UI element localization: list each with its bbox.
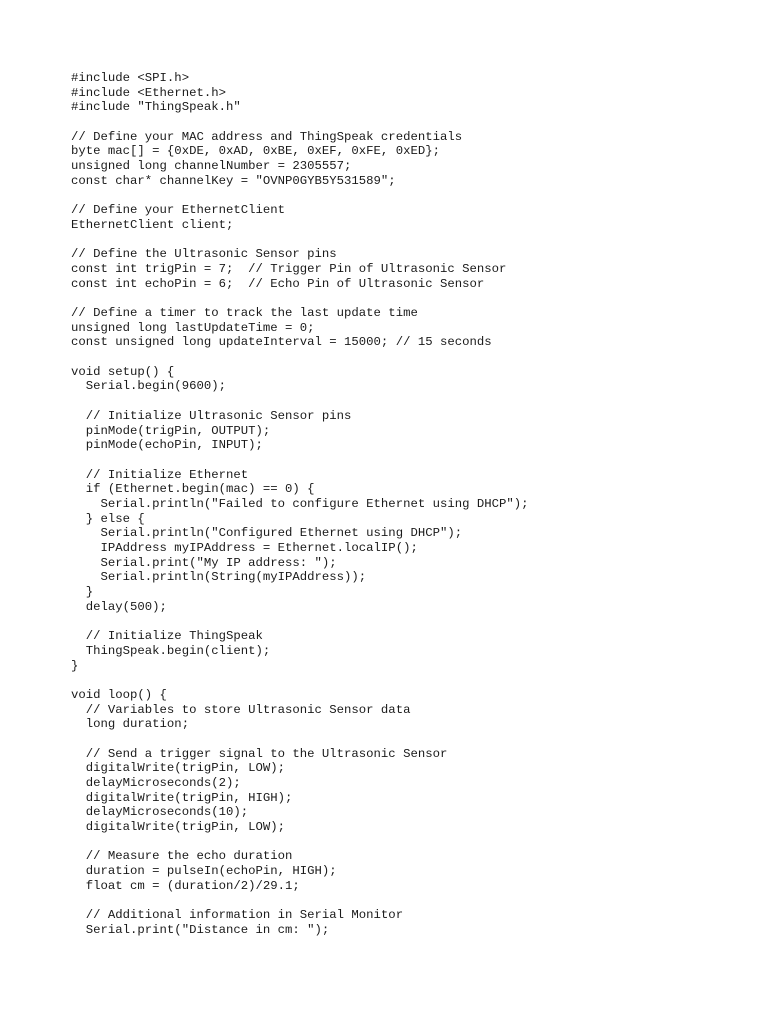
code-line: float cm = (duration/2)/29.1; xyxy=(71,878,300,893)
code-line: // Define your MAC address and ThingSpeak credentials xyxy=(71,129,463,144)
code-line: const char* channelKey = "OVNP0GYB5Y531589"; xyxy=(71,173,396,188)
code-line: #include "ThingSpeak.h" xyxy=(71,100,241,115)
blank-line xyxy=(71,614,529,629)
code-line: // Measure the echo duration xyxy=(71,849,293,864)
code-line: IPAddress myIPAddress = Ethernet.localIP(); xyxy=(71,541,418,555)
code-line: Serial.print("My IP address: "); xyxy=(71,555,337,570)
code-line: Serial.begin(9600); xyxy=(71,379,226,394)
code-line: Serial.println(String(myIPAddress)); xyxy=(71,570,367,585)
code-line: // Additional information in Serial Monitor xyxy=(71,908,404,923)
blank-line xyxy=(71,394,529,409)
blank-line xyxy=(71,894,529,909)
code-line: ThingSpeak.begin(client); xyxy=(71,643,271,658)
code-line: digitalWrite(trigPin, HIGH); xyxy=(71,790,293,805)
code-line: delayMicroseconds(10); xyxy=(71,805,249,820)
code-line: delayMicroseconds(2); xyxy=(71,776,241,790)
code-line: // Send a trigger signal to the Ultrasonic Sensor xyxy=(71,746,448,761)
code-line: // Define your EthernetClient xyxy=(71,203,286,218)
code-line: void loop() { xyxy=(71,687,167,702)
code-line: } xyxy=(71,658,79,673)
code-line: // Define a timer to track the last update time xyxy=(71,306,418,320)
code-line: // Initialize Ultrasonic Sensor pins xyxy=(71,408,352,423)
code-line: if (Ethernet.begin(mac) == 0) { xyxy=(71,482,315,497)
code-line: unsigned long lastUpdateTime = 0; xyxy=(71,320,315,335)
blank-line xyxy=(71,835,529,850)
code-line: long duration; xyxy=(71,717,190,732)
code-line: delay(500); xyxy=(71,599,167,614)
code-line: Serial.print("Distance in cm: "); xyxy=(71,922,330,937)
code-line: unsigned long channelNumber = 2305557; xyxy=(71,159,352,174)
code-line: Serial.println("Failed to configure Ethernet using DHCP"); xyxy=(71,496,529,511)
code-line: const int echoPin = 6; // Echo Pin of Ultrasonic Sensor xyxy=(71,276,485,291)
code-line: // Initialize ThingSpeak xyxy=(71,629,263,644)
code-line: } else { xyxy=(71,511,145,526)
code-line: } xyxy=(71,585,94,600)
code-line: EthernetClient client; xyxy=(71,217,234,232)
blank-line xyxy=(71,115,529,130)
code-line: digitalWrite(trigPin, LOW); xyxy=(71,820,286,835)
blank-line xyxy=(71,673,529,688)
blank-line xyxy=(71,189,529,204)
code-line: Serial.println("Configured Ethernet using DHCP"); xyxy=(71,526,463,541)
code-line: void setup() { xyxy=(71,364,175,379)
code-line: duration = pulseIn(echoPin, HIGH); xyxy=(71,864,337,879)
code-line: #include <SPI.h> xyxy=(71,71,190,85)
code-line: // Define the Ultrasonic Sensor pins xyxy=(71,247,337,262)
code-line: pinMode(trigPin, OUTPUT); xyxy=(71,423,271,438)
code-line: pinMode(echoPin, INPUT); xyxy=(71,438,263,453)
blank-line xyxy=(71,732,529,747)
blank-line xyxy=(71,291,529,306)
code-listing xyxy=(71,71,529,938)
code-line: digitalWrite(trigPin, LOW); xyxy=(71,761,286,776)
code-line: const int trigPin = 7; // Trigger Pin of Ultrasonic Sensor xyxy=(71,261,507,276)
blank-line xyxy=(71,350,529,365)
code-line: // Initialize Ethernet xyxy=(71,467,249,482)
blank-line xyxy=(71,453,529,468)
code-line: #include <Ethernet.h> xyxy=(71,85,226,100)
code-line: const unsigned long updateInterval = 15000; // 15 seconds xyxy=(71,335,492,350)
blank-line xyxy=(71,233,529,248)
code-line: byte mac[] = {0xDE, 0xAD, 0xBE, 0xEF, 0xFE, 0xED}; xyxy=(71,144,440,159)
code-line: // Variables to store Ultrasonic Sensor data xyxy=(71,702,411,717)
